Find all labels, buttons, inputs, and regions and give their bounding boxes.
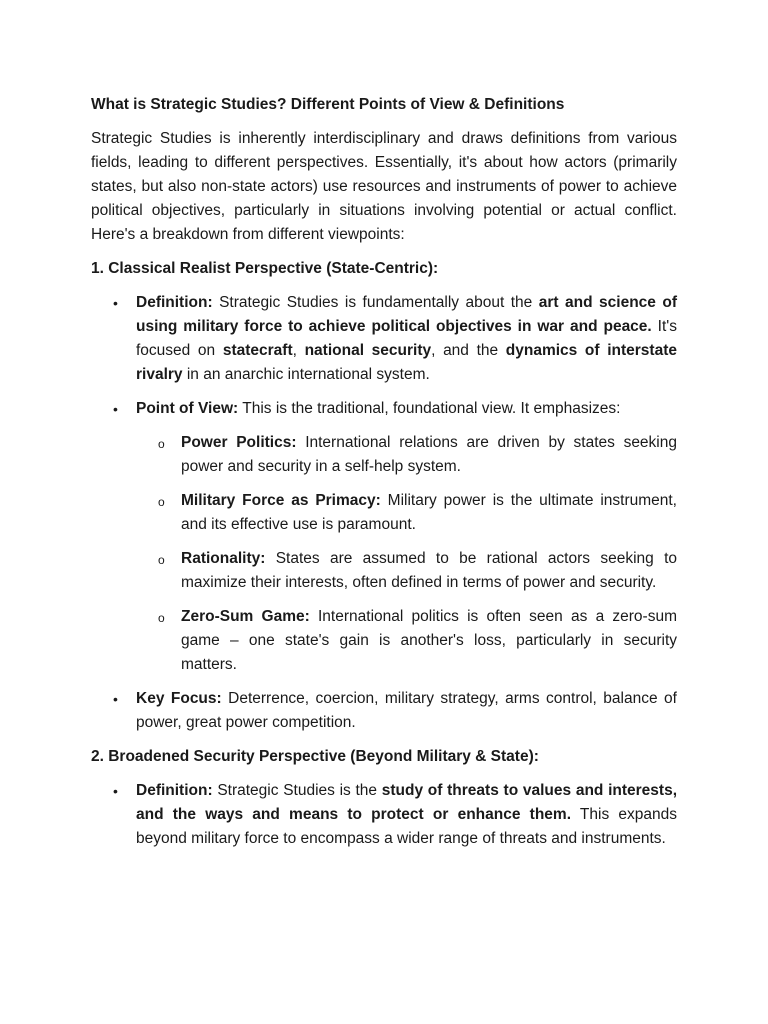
sub-item-text: International relations are driven by states seeking power and security in a self-help system. xyxy=(181,434,677,475)
section-1-heading: 1. Classical Realist Perspective (State-Centric): xyxy=(91,260,439,277)
section-1-definition xyxy=(91,291,677,387)
text-run: This is the traditional, foundational view. It emphasizes: xyxy=(238,400,621,417)
sub-item-text: International politics is often seen as a zero-sum game – one state's gain is another's loss, particularly in security matters. xyxy=(181,608,677,673)
text-run: , and the xyxy=(431,342,506,359)
bullet-icon: • xyxy=(113,783,118,799)
bold-run: dynamics of interstate rivalry xyxy=(136,342,677,383)
section-2-list xyxy=(91,779,677,851)
section-2-definition xyxy=(91,779,677,851)
definition-label: Definition: xyxy=(136,782,213,799)
text-run: It's focused on xyxy=(136,318,677,359)
definition-label: Definition: xyxy=(136,294,213,311)
bold-run: statecraft xyxy=(222,342,293,359)
sub-item-rationality xyxy=(136,547,677,595)
text-run: Strategic Studies is the xyxy=(212,782,382,799)
point-of-view-label: Point of View: xyxy=(136,400,239,417)
sub-bullet-icon: o xyxy=(158,553,165,567)
bullet-icon: • xyxy=(113,295,118,311)
document-title: What is Strategic Studies? Different Points of View & Definitions xyxy=(91,96,565,113)
sub-item-military-force xyxy=(136,489,677,537)
sub-item-label: Military Force as Primacy: xyxy=(181,492,381,509)
sub-item-label: Zero-Sum Game: xyxy=(181,608,310,625)
sub-bullet-icon: o xyxy=(158,437,165,451)
key-focus-label: Key Focus: xyxy=(136,690,222,707)
bold-run: study of threats to values and interests, and the ways and means to protect or enhance them. xyxy=(136,782,678,823)
section-1-point-of-view xyxy=(91,397,677,677)
sub-item-label: Rationality: xyxy=(181,550,266,567)
text-run: in an anarchic international system. xyxy=(182,366,430,383)
text-run: , xyxy=(292,342,305,359)
sub-item-power-politics xyxy=(136,431,677,479)
point-of-view-sublist xyxy=(136,431,677,677)
text-run: This expands beyond military force to encompass a wider range of threats and instruments. xyxy=(136,806,677,847)
intro-paragraph: Strategic Studies is inherently interdisciplinary and draws definitions from various fields, leading to different perspectives. Essentially, it's about how actors (primarily states, but also non-state actors) use resources and instruments of power to achieve political objectives, particularly in situations involving potential or actual conflict. Here's a breakdown from different viewpoints: xyxy=(91,130,677,243)
sub-bullet-icon: o xyxy=(158,611,165,625)
section-1-list xyxy=(91,291,677,735)
sub-item-text: States are assumed to be rational actors seeking to maximize their interests, often defined in terms of power and security. xyxy=(181,550,677,591)
section-1-key-focus xyxy=(91,687,677,735)
text-run: Strategic Studies is fundamentally about the xyxy=(212,294,539,311)
sub-item-label: Power Politics: xyxy=(181,434,297,451)
bullet-icon: • xyxy=(113,691,118,707)
section-2-heading: 2. Broadened Security Perspective (Beyond Military & State): xyxy=(91,748,539,765)
bold-run: art and science of using military force to achieve political objectives in war and peace. xyxy=(136,294,678,335)
bullet-icon: • xyxy=(113,401,118,417)
sub-item-zero-sum xyxy=(136,605,677,677)
bold-run: national security xyxy=(304,342,432,359)
sub-bullet-icon: o xyxy=(158,495,165,509)
text-run: Deterrence, coercion, military strategy, arms control, balance of power, great power competition. xyxy=(136,690,677,731)
sub-item-text: Military power is the ultimate instrument, and its effective use is paramount. xyxy=(181,492,677,533)
